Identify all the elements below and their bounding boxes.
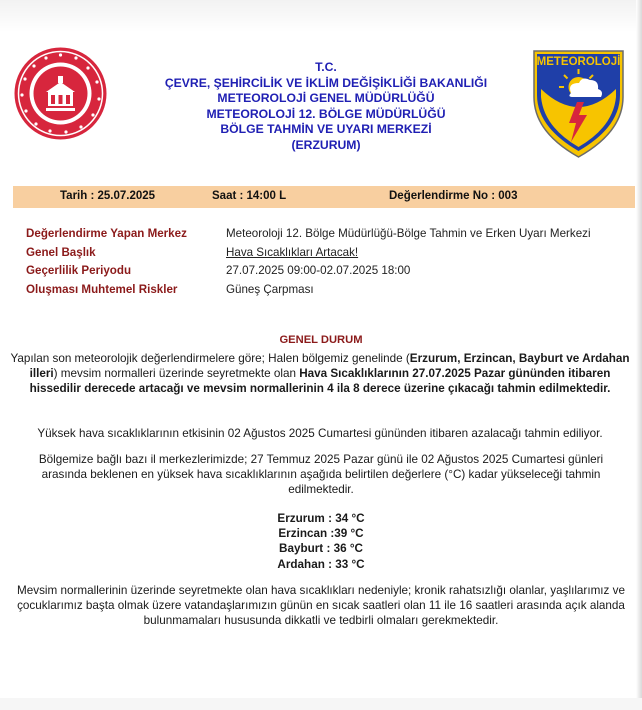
document-header-titles [150, 60, 502, 154]
header-title-line: BÖLGE TAHMİN VE UYARI MERKEZİ [220, 122, 432, 137]
text-run-bold: Hava Sıcaklıklarının 27.07.2025 Pazar gününden itibaren hissedilir derecede artacağı ve mevsim normallerinin 4 ila 8 derece üzerine çıkacağı tahmin edilmektedir. [29, 366, 611, 395]
temperature-item: Ardahan : 33 °C [277, 557, 365, 571]
header-title-line: METEOROLOJİ GENEL MÜDÜRLÜĞÜ [217, 91, 435, 106]
text-run: Yapılan son meteorolojik değerlendirmelere göre; Halen bölgemiz genelinde ( [10, 352, 410, 365]
paragraph-forecast: Bölgemize bağlı bazı il merkezlerimizde; 27 Temmuz 2025 Pazar günü ile 02 Ağustos 2025 Cumartesi günleri arasında beklenen en yüksek hava sıcaklıklarının aşağıda belirtilen değerlere (°C) kadar yükseleceği tahmin edilmektedir. [38, 453, 604, 496]
meta-label: Genel Başlık [26, 246, 96, 259]
logo-text: METEOROLOJİ [536, 56, 621, 68]
temperature-item: Erzurum : 34 °C [277, 512, 365, 525]
temperature-item: Erzincan :39 °C [278, 527, 364, 541]
meta-value: 27.07.2025 09:00-02.07.2025 18:00 [226, 264, 411, 277]
page-edge [636, 0, 642, 710]
report-date: Tarih : 25.07.2025 [60, 190, 156, 202]
meta-value-headline: Hava Sıcaklıkları Artacak! [226, 246, 359, 259]
header-title-line: T.C. [315, 60, 337, 74]
section-title: GENEL DURUM [279, 334, 363, 346]
paragraph-decline: Yüksek hava sıcaklıklarının etkisinin 02 Ağustos 2025 Cumartesi gününden itibaren azalacağı tahmin ediliyor. [37, 427, 603, 440]
header-title-line: METEOROLOJİ 12. BÖLGE MÜDÜRLÜĞÜ [206, 106, 446, 121]
page-bottom [0, 698, 642, 710]
report-time: Saat : 14:00 L [212, 190, 287, 202]
meta-label: Değerlendirme Yapan Merkez [26, 227, 187, 240]
header-title-line: ÇEVRE, ŞEHİRCİLİK VE İKLİM DEĞİŞİKLİĞİ BAKANLIĞI [164, 75, 488, 90]
meta-value: Meteoroloji 12. Bölge Müdürlüğü-Bölge Tahmin ve Erken Uyarı Merkezi [226, 227, 591, 240]
meta-label: Geçerlilik Periyodu [26, 264, 132, 277]
assessment-number: Değerlendirme No : 003 [389, 190, 518, 202]
text-run: ) mevsim normalleri üzerinde seyretmekte olan [53, 366, 300, 380]
header-title-line: (ERZURUM) [291, 137, 361, 152]
ministry-seal-icon [13, 46, 108, 141]
meteoroloji-logo [531, 47, 626, 159]
paragraph-summary [10, 352, 630, 397]
temperature-item: Bayburt : 36 °C [279, 542, 363, 556]
text-run-bold: Erzurum, Erzincan, Bayburt ve Ardahan illeri [29, 352, 630, 380]
meta-label: Oluşması Muhtemel Riskler [26, 283, 178, 296]
info-bar [13, 186, 635, 208]
temperature-list [220, 511, 422, 572]
top-band [0, 0, 642, 32]
meta-value: Güneş Çarpması [226, 283, 314, 296]
paragraph-advice: Mevsim normallerinin üzerinde seyretmekte olan hava sıcaklıkları nedeniyle; kronik rahatsızlığı olanlar, yaşlılarımız ve çocuklarımız başta olmak üzere vatandaşlarımızın günün en sıcak saatleri olan 11 ile 16 saatleri arasında açık alanda bulunmamaları hususunda dikkatli ve tedbirli olmaları gerekmektedir. [16, 584, 625, 627]
